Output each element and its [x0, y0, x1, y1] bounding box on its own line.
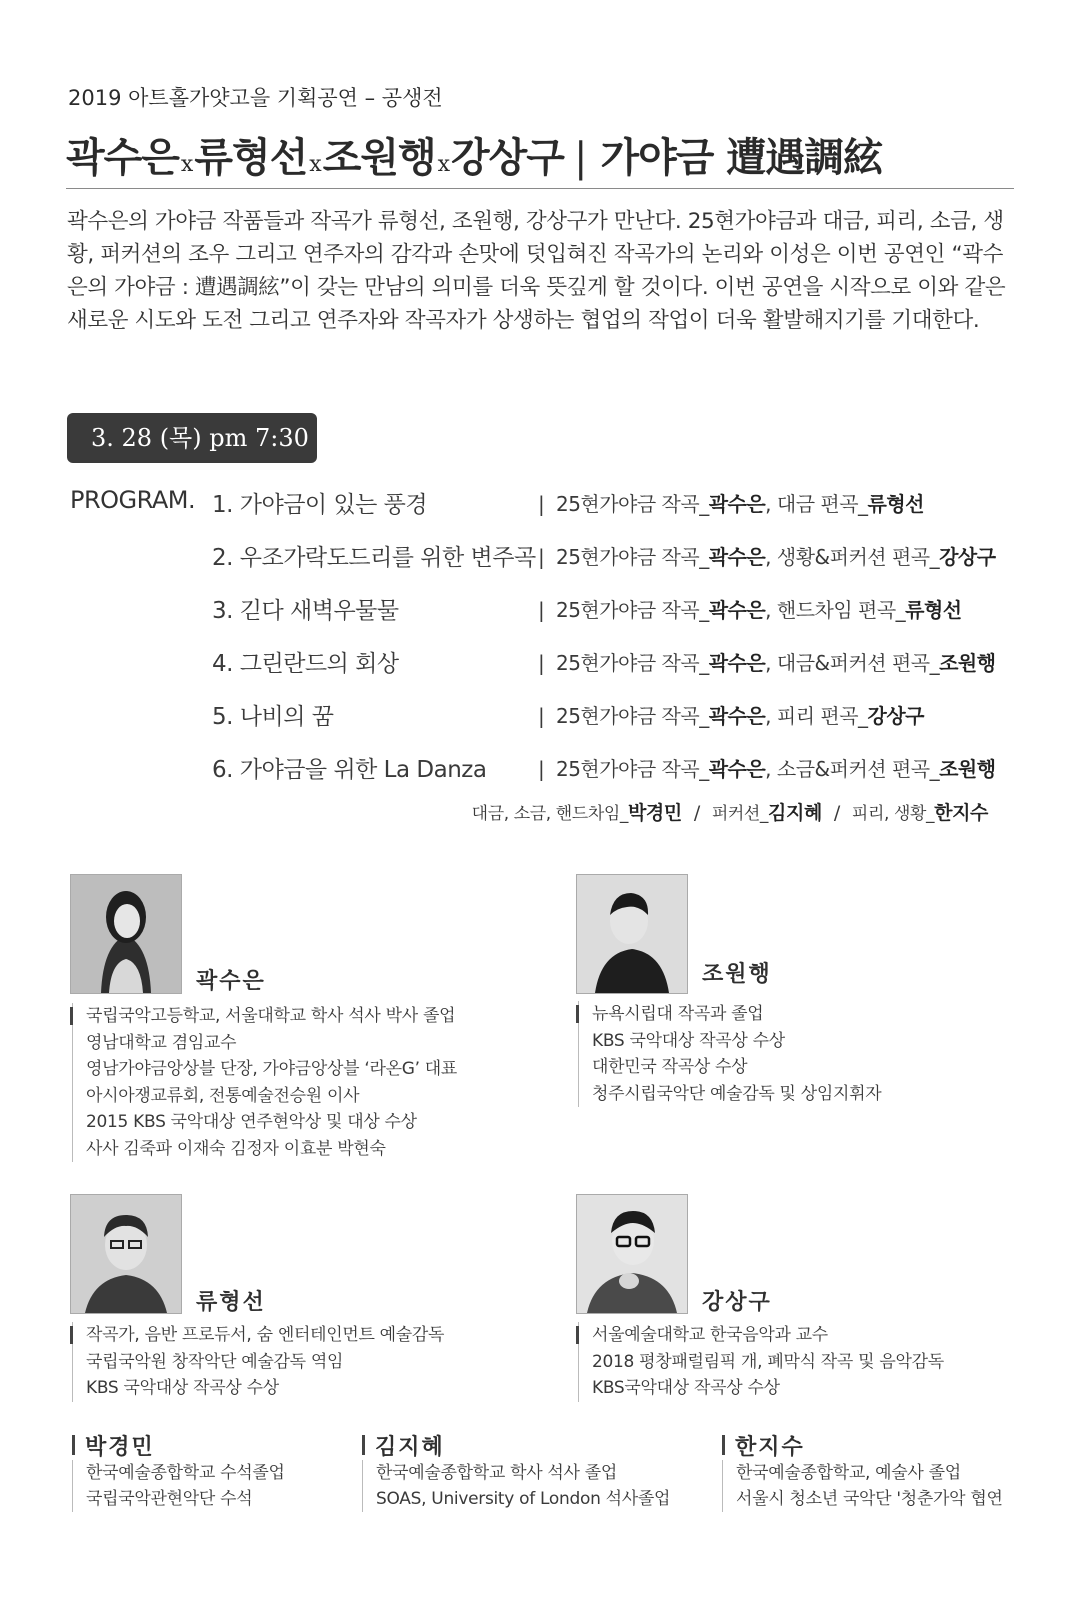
- portrait-photo: [576, 874, 688, 994]
- performer-bio: 한국예술종합학교 수석졸업 국립국악관현악단 수석: [72, 1460, 285, 1512]
- artist-bio: 서울예술대학교 한국음악과 교수 2018 평창패럴림픽 개, 폐막식 작곡 및 음악감독 KBS국악대상 작곡상 수상: [578, 1322, 944, 1402]
- program-detail: | 25현가야금 작곡_곽수은, 피리 편곡_강상구: [538, 704, 924, 728]
- performer-bio: 한국예술종합학교 학사 석사 졸업 SOAS, University of London 석사졸업: [362, 1460, 670, 1512]
- artist-bio: 국립국악고등학교, 서울대학교 학사 석사 박사 졸업 영남대학교 겸임교수 영남가야금앙상블 단장, 가야금앙상블 ‘라온G’ 대표 아시아쟁교류회, 전통예술전승원 이사 2015 KBS 국악대상 연주현악상 및 대상 수상 사사 김죽파 이재숙 김정자 이효분 박현숙: [72, 1003, 457, 1162]
- composer-name: 조원행: [322, 134, 436, 181]
- concert-title: 가야금 遭遇調絃: [600, 134, 883, 181]
- name-marker: [722, 1435, 725, 1455]
- x-mark: x: [309, 152, 321, 177]
- artist-bio: 작곡가, 음반 프로듀서, 숨 엔터테인먼트 예술감독 국립국악원 창작악단 예술감독 역임 KBS 국악대상 작곡상 수상: [72, 1322, 444, 1402]
- program-title: 2. 우조가락도드리를 위한 변주곡: [212, 545, 536, 571]
- artist-name: 류형선: [196, 1290, 266, 1315]
- composer-name: 강상구: [451, 134, 564, 181]
- program-item: [212, 592, 1002, 622]
- x-mark: x: [180, 152, 193, 177]
- artist-bio: 뉴욕시립대 작곡과 졸업 KBS 국악대상 작곡상 수상 대한민국 작곡상 수상 청주시립국악단 예술감독 및 상임지휘자: [578, 1001, 881, 1107]
- portrait-photo: [70, 1194, 182, 1314]
- header-rule: [66, 188, 1014, 189]
- event-subtitle: 2019 아트홀가얏고을 기획공연 – 공생전: [68, 86, 443, 110]
- name-marker: [72, 1435, 75, 1455]
- program-label: PROGRAM.: [70, 486, 196, 514]
- performer-name: 박경민: [72, 1430, 155, 1461]
- portrait-photo: [576, 1194, 688, 1314]
- program-detail: | 25현가야금 작곡_곽수은, 대금 편곡_류형선: [538, 492, 924, 516]
- program-title: 4. 그린란드의 회상: [212, 651, 399, 677]
- program-title: 1. 가야금이 있는 풍경: [212, 492, 428, 518]
- artist-name: 조원행: [702, 962, 772, 987]
- intro-paragraph: 곽수은의 가야금 작품들과 작곡가 류형선, 조원행, 강상구가 만난다. 25현가야금과 대금, 피리, 소금, 생황, 퍼커션의 조우 그리고 연주자의 감각과 손맛에 덧입혀진 작곡가의 논리와 이성은 이번 공연인 “곽수은의 가야금 : 遭遇調絃”이 갖는 만남의 의미를 더욱 뜻깊게 할 것이다. 이번 공연을 시작으로 이와 같은 새로운 시도와 도전 그리고 연주자와 작곡자가 상생하는 협업의 작업이 더욱 활발해지기를 기대한다.: [67, 209, 1006, 333]
- program-item: [212, 645, 1002, 675]
- performer-name: 한지수: [722, 1430, 805, 1461]
- artist-name: 강상구: [702, 1290, 772, 1315]
- performer-name: 김지혜: [362, 1430, 445, 1461]
- program-title: 6. 가야금을 위한 La Danza: [212, 757, 487, 783]
- program-item: [212, 486, 1002, 516]
- program-detail: | 25현가야금 작곡_곽수은, 소금&퍼커션 편곡_조원행: [538, 757, 996, 781]
- artist-name: 곽수은: [196, 969, 266, 994]
- x-mark: x: [437, 152, 450, 177]
- program-item: [212, 539, 1002, 569]
- program-item: [212, 751, 1002, 781]
- program-title: 5. 나비의 꿈: [212, 704, 334, 730]
- program-detail: | 25현가야금 작곡_곽수은, 대금&퍼커션 편곡_조원행: [538, 651, 996, 675]
- composer-name: 류형선: [194, 134, 308, 181]
- bio-marker: [70, 1007, 73, 1025]
- performers-line: 대금, 소금, 핸드차임_박경민 / 퍼커션_김지혜 / 피리, 생황_한지수: [471, 802, 988, 824]
- performer-bio: 한국예술종합학교, 예술사 졸업 서울시 청소년 국악단 '청춘가악 협연: [722, 1460, 1003, 1512]
- title-divider: |: [573, 135, 587, 181]
- name-marker: [362, 1435, 365, 1455]
- program-detail: | 25현가야금 작곡_곽수은, 생황&퍼커션 편곡_강상구: [538, 545, 996, 569]
- portrait-photo: [70, 874, 182, 994]
- program-title: 3. 긷다 새벽우물물: [212, 598, 399, 624]
- program-item: [212, 698, 1002, 728]
- bio-marker: [576, 1005, 579, 1023]
- composer-name: 곽수은: [66, 134, 179, 181]
- bio-marker: [70, 1326, 73, 1344]
- date-badge: 3. 28 (목) pm 7:30: [67, 413, 317, 463]
- bio-marker: [576, 1326, 579, 1344]
- page-title: [66, 126, 882, 183]
- program-detail: | 25현가야금 작곡_곽수은, 핸드차임 편곡_류형선: [538, 598, 962, 622]
